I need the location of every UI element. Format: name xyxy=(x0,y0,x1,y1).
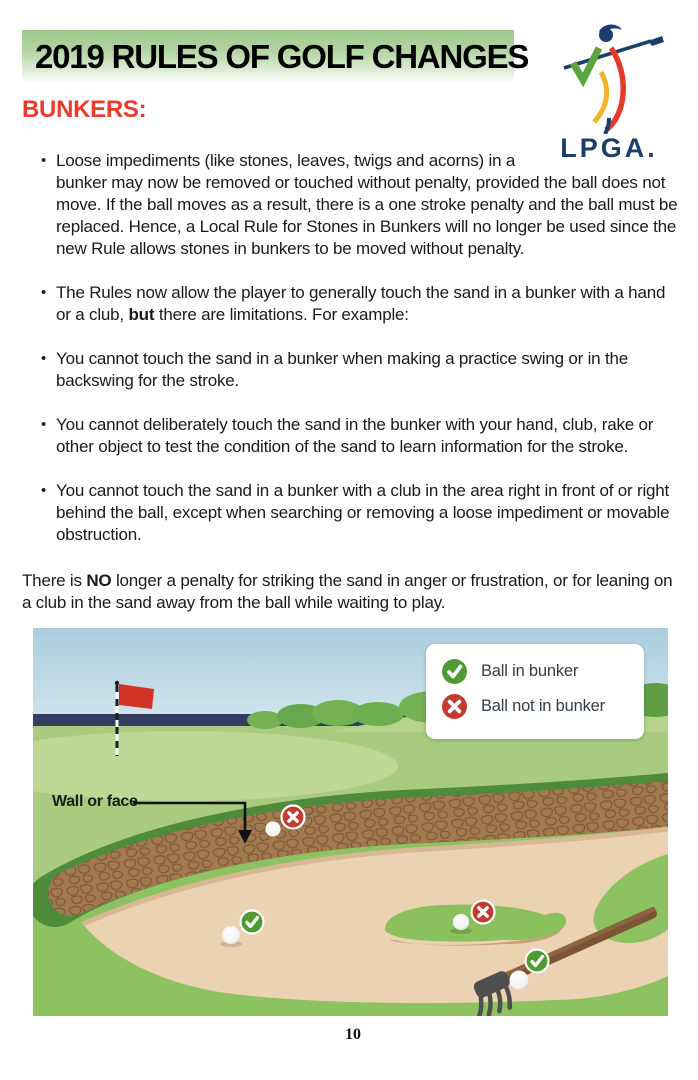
bullet-text: Loose impediments (like stones, leaves, twigs and acorns) in a bunker may now be removed or touched without penalty, provided the ball does not move. If the ball moves as a result, there is a one stroke penalty and the ball must be replaced. Hence, a Local Rule for Stones in Bunkers will no longer be used since the new Rule allows stones in bunkers to be moved without penalty. xyxy=(56,151,678,258)
cross-badge-icon xyxy=(282,806,305,829)
golf-ball xyxy=(222,926,240,944)
check-badge-icon xyxy=(241,911,264,934)
golf-ball xyxy=(510,971,529,990)
golf-ball xyxy=(453,914,469,930)
legend-label: Ball in bunker xyxy=(481,662,579,680)
wall-face-label: Wall or face xyxy=(52,793,138,810)
lpga-wordmark: LPGA. xyxy=(560,133,658,163)
closing-text: There is xyxy=(22,571,87,590)
title-bar xyxy=(22,30,529,84)
lpga-logo xyxy=(536,22,682,164)
legend-row xyxy=(441,658,644,685)
legend-label: Ball not in bunker xyxy=(481,697,605,715)
section-heading: BUNKERS: xyxy=(22,96,147,123)
check-badge-icon xyxy=(441,658,468,685)
bullet-text: You cannot deliberately touch the sand in the bunker with your hand, club, rake or other object to test the condition of the sand to learn information for the stroke. xyxy=(56,415,654,456)
closing-text: longer a penalty for striking the sand in anger or frustration, or for leaning on a club in the sand away from the ball while waiting to play. xyxy=(22,571,673,612)
cross-badge-icon xyxy=(472,901,495,924)
check-badge-icon xyxy=(526,950,549,973)
bunker-illustration xyxy=(33,628,668,1016)
bullet-item xyxy=(46,414,684,458)
cross-badge-icon xyxy=(441,693,468,720)
closing-bold: NO xyxy=(86,571,112,590)
bullet-item xyxy=(46,150,684,260)
legend-box xyxy=(426,644,644,739)
bullet-text: You cannot touch the sand in a bunker when making a practice swing or in the backswing for the stroke. xyxy=(56,349,628,390)
rules-list xyxy=(22,150,684,546)
bullet-text: You cannot touch the sand in a bunker with a club in the area right in front of or right behind the ball, except when searching or removing a loose impediment or movable obstruction. xyxy=(56,481,670,544)
golf-ball xyxy=(265,821,280,836)
bullet-item xyxy=(46,282,684,326)
bullet-text: there are limitations. For example: xyxy=(154,305,409,324)
bullet-item xyxy=(46,348,684,392)
bullet-item xyxy=(46,480,684,546)
bullet-bold: but xyxy=(128,305,155,324)
bullet-text: The Rules now allow the player to generally touch the sand in a bunker with a hand or a club, xyxy=(56,283,666,324)
page-number: 10 xyxy=(345,1026,361,1043)
legend-row xyxy=(441,693,644,720)
page-title: 2019 RULES OF GOLF CHANGES xyxy=(35,38,529,75)
closing-paragraph xyxy=(22,570,684,614)
lpga-golfer-icon xyxy=(548,22,670,134)
